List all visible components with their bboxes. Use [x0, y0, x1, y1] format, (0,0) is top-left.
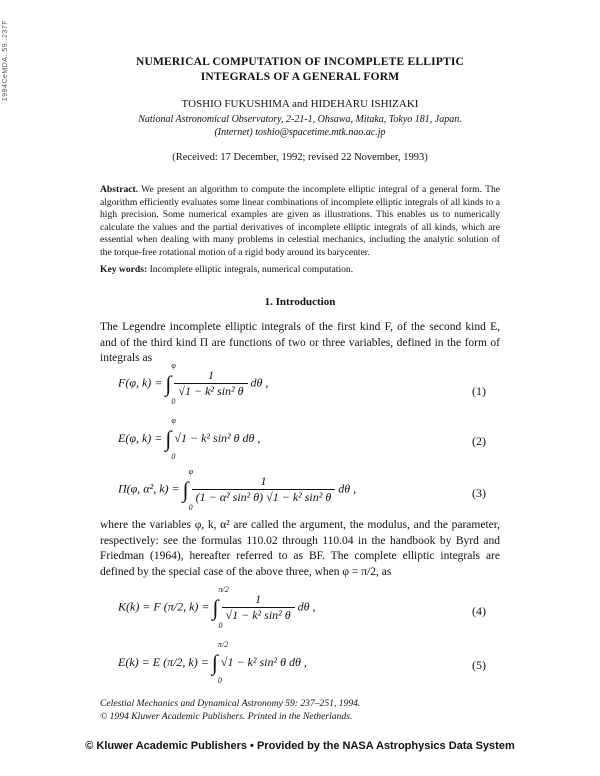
eq3-tail: dθ ,: [338, 481, 357, 496]
intro-paragraph: The Legendre incomplete elliptic integrals of the first kind F, of the second kind E, and of the third kind Π are functions of two or three variables, defined in the form of integrals as: [100, 321, 500, 364]
equation-4: [118, 584, 316, 630]
lower-limit: 0: [188, 502, 193, 512]
equation-1: [118, 360, 269, 406]
received-dates: (Received: 17 December, 1992; revised 22 November, 1993): [172, 152, 428, 163]
eq4-denominator: √1 − k² sin² θ: [225, 608, 291, 622]
abstract: [100, 184, 500, 260]
upper-limit: φ: [171, 360, 176, 370]
eq5-lhs: E(k) = E: [118, 654, 161, 669]
abstract-label: Abstract.: [100, 184, 139, 195]
upper-limit: φ: [188, 466, 194, 476]
bibcode-stamp: 1994CeMDA..59..237F: [2, 20, 9, 102]
paper-title-line1: NUMERICAL COMPUTATION OF INCOMPLETE ELLIPTIC: [135, 56, 465, 68]
authors: TOSHIO FUKUSHIMA and HIDEHARU ISHIZAKI: [181, 98, 419, 110]
eq4-tail: dθ ,: [297, 599, 316, 614]
equation-2: [118, 416, 261, 461]
eq5-number: (5): [472, 658, 486, 672]
journal-citation: Celestial Mechanics and Dynamical Astronomy 59: 237–251, 1994.: [100, 698, 361, 709]
ads-banner: © Kluwer Academic Publishers • Provided by the NASA Astrophysics Data System: [85, 740, 515, 752]
eq3-denominator: (1 − α² sin² θ) √1 − k² sin² θ: [195, 490, 332, 504]
eq1-tail: dθ ,: [250, 375, 269, 390]
abstract-text: We present an algorithm to compute the incomplete elliptic integral of a general form. The algorithm efficiently evaluates some linear combinations of incomplete elliptic integrals of all kinds to a high precision. Some numerical examples are given as illustrations. This enables us to numerically calculate the values and the partial derivatives of incomplete elliptic integrals of all kinds, which are essential when dealing with many problems in celestial mechanics, including the analytic solution of the torque-free rotational motion of a rigid body around its barycenter.: [100, 184, 500, 258]
eq5-argument: (π/2, k) =: [163, 654, 209, 669]
integral-sign: ∫ φ 0: [165, 360, 176, 406]
eq1-denominator: √1 − k² sin² θ: [178, 384, 244, 398]
eq2-lhs: E(φ, k) =: [118, 430, 163, 445]
integral-sign: ∫ π/2 0: [211, 640, 229, 685]
eq3-lhs: Π(φ, α², k) =: [118, 481, 180, 496]
keywords: [100, 264, 500, 275]
upper-limit: φ: [171, 416, 176, 425]
eq4-argument: (π/2, k) =: [163, 599, 210, 614]
eq3-fraction: [192, 474, 336, 505]
eq5-body: √1 − k² sin² θ dθ ,: [220, 654, 307, 669]
lower-limit: 0: [217, 676, 222, 685]
integral-sign: ∫ π/2 0: [212, 584, 229, 630]
eq4-numerator: 1: [222, 592, 295, 608]
eq1-numerator: 1: [174, 368, 247, 384]
lower-limit: 0: [171, 452, 176, 461]
eq2-number: (2): [472, 434, 486, 448]
lower-limit: 0: [218, 620, 223, 630]
eq2-body: √1 − k² sin² θ dθ ,: [174, 430, 261, 445]
eq4-number: (4): [472, 604, 486, 618]
integral-sign: ∫ φ 0: [182, 466, 194, 512]
affiliation: National Astronomical Observatory, 2-21-1, Ohsawa, Mitaka, Tokyo 181, Japan.: [138, 114, 462, 125]
upper-limit: π/2: [217, 640, 229, 649]
keywords-label: Key words:: [100, 264, 148, 275]
paper-title-line2: INTEGRALS OF A GENERAL FORM: [200, 71, 400, 83]
section-heading: 1. Introduction: [264, 296, 336, 308]
eq3-numerator: 1: [192, 474, 336, 490]
lower-limit: 0: [171, 396, 176, 406]
eq4-fraction: [222, 592, 295, 623]
equation-5: [118, 640, 307, 685]
integral-sign: ∫ φ 0: [165, 416, 176, 461]
eq1-fraction: [174, 368, 247, 399]
email: (Internet) toshio@spacetime.mtk.nao.ac.jp: [214, 127, 386, 138]
eq1-number: (1): [472, 384, 486, 398]
eq1-lhs: F(φ, k) =: [118, 375, 163, 390]
eq4-lhs: K(k) = F: [118, 599, 161, 614]
copyright-notice: © 1994 Kluwer Academic Publishers. Printed in the Netherlands.: [100, 711, 353, 722]
equation-3: [118, 466, 357, 512]
eq3-number: (3): [472, 486, 486, 500]
upper-limit: π/2: [218, 584, 229, 594]
keywords-text: Incomplete elliptic integrals, numerical computation.: [149, 264, 354, 275]
variables-paragraph: where the variables φ, k, α² are called the argument, the modulus, and the parameter, respectively: see the formulas 110.02 through 110.04 in the handbook by Byrd and Friedman (1964), hereafter referred to as BF. The complete elliptic integrals are defined by the special case of the above three, when φ = π/2, as: [100, 519, 500, 578]
